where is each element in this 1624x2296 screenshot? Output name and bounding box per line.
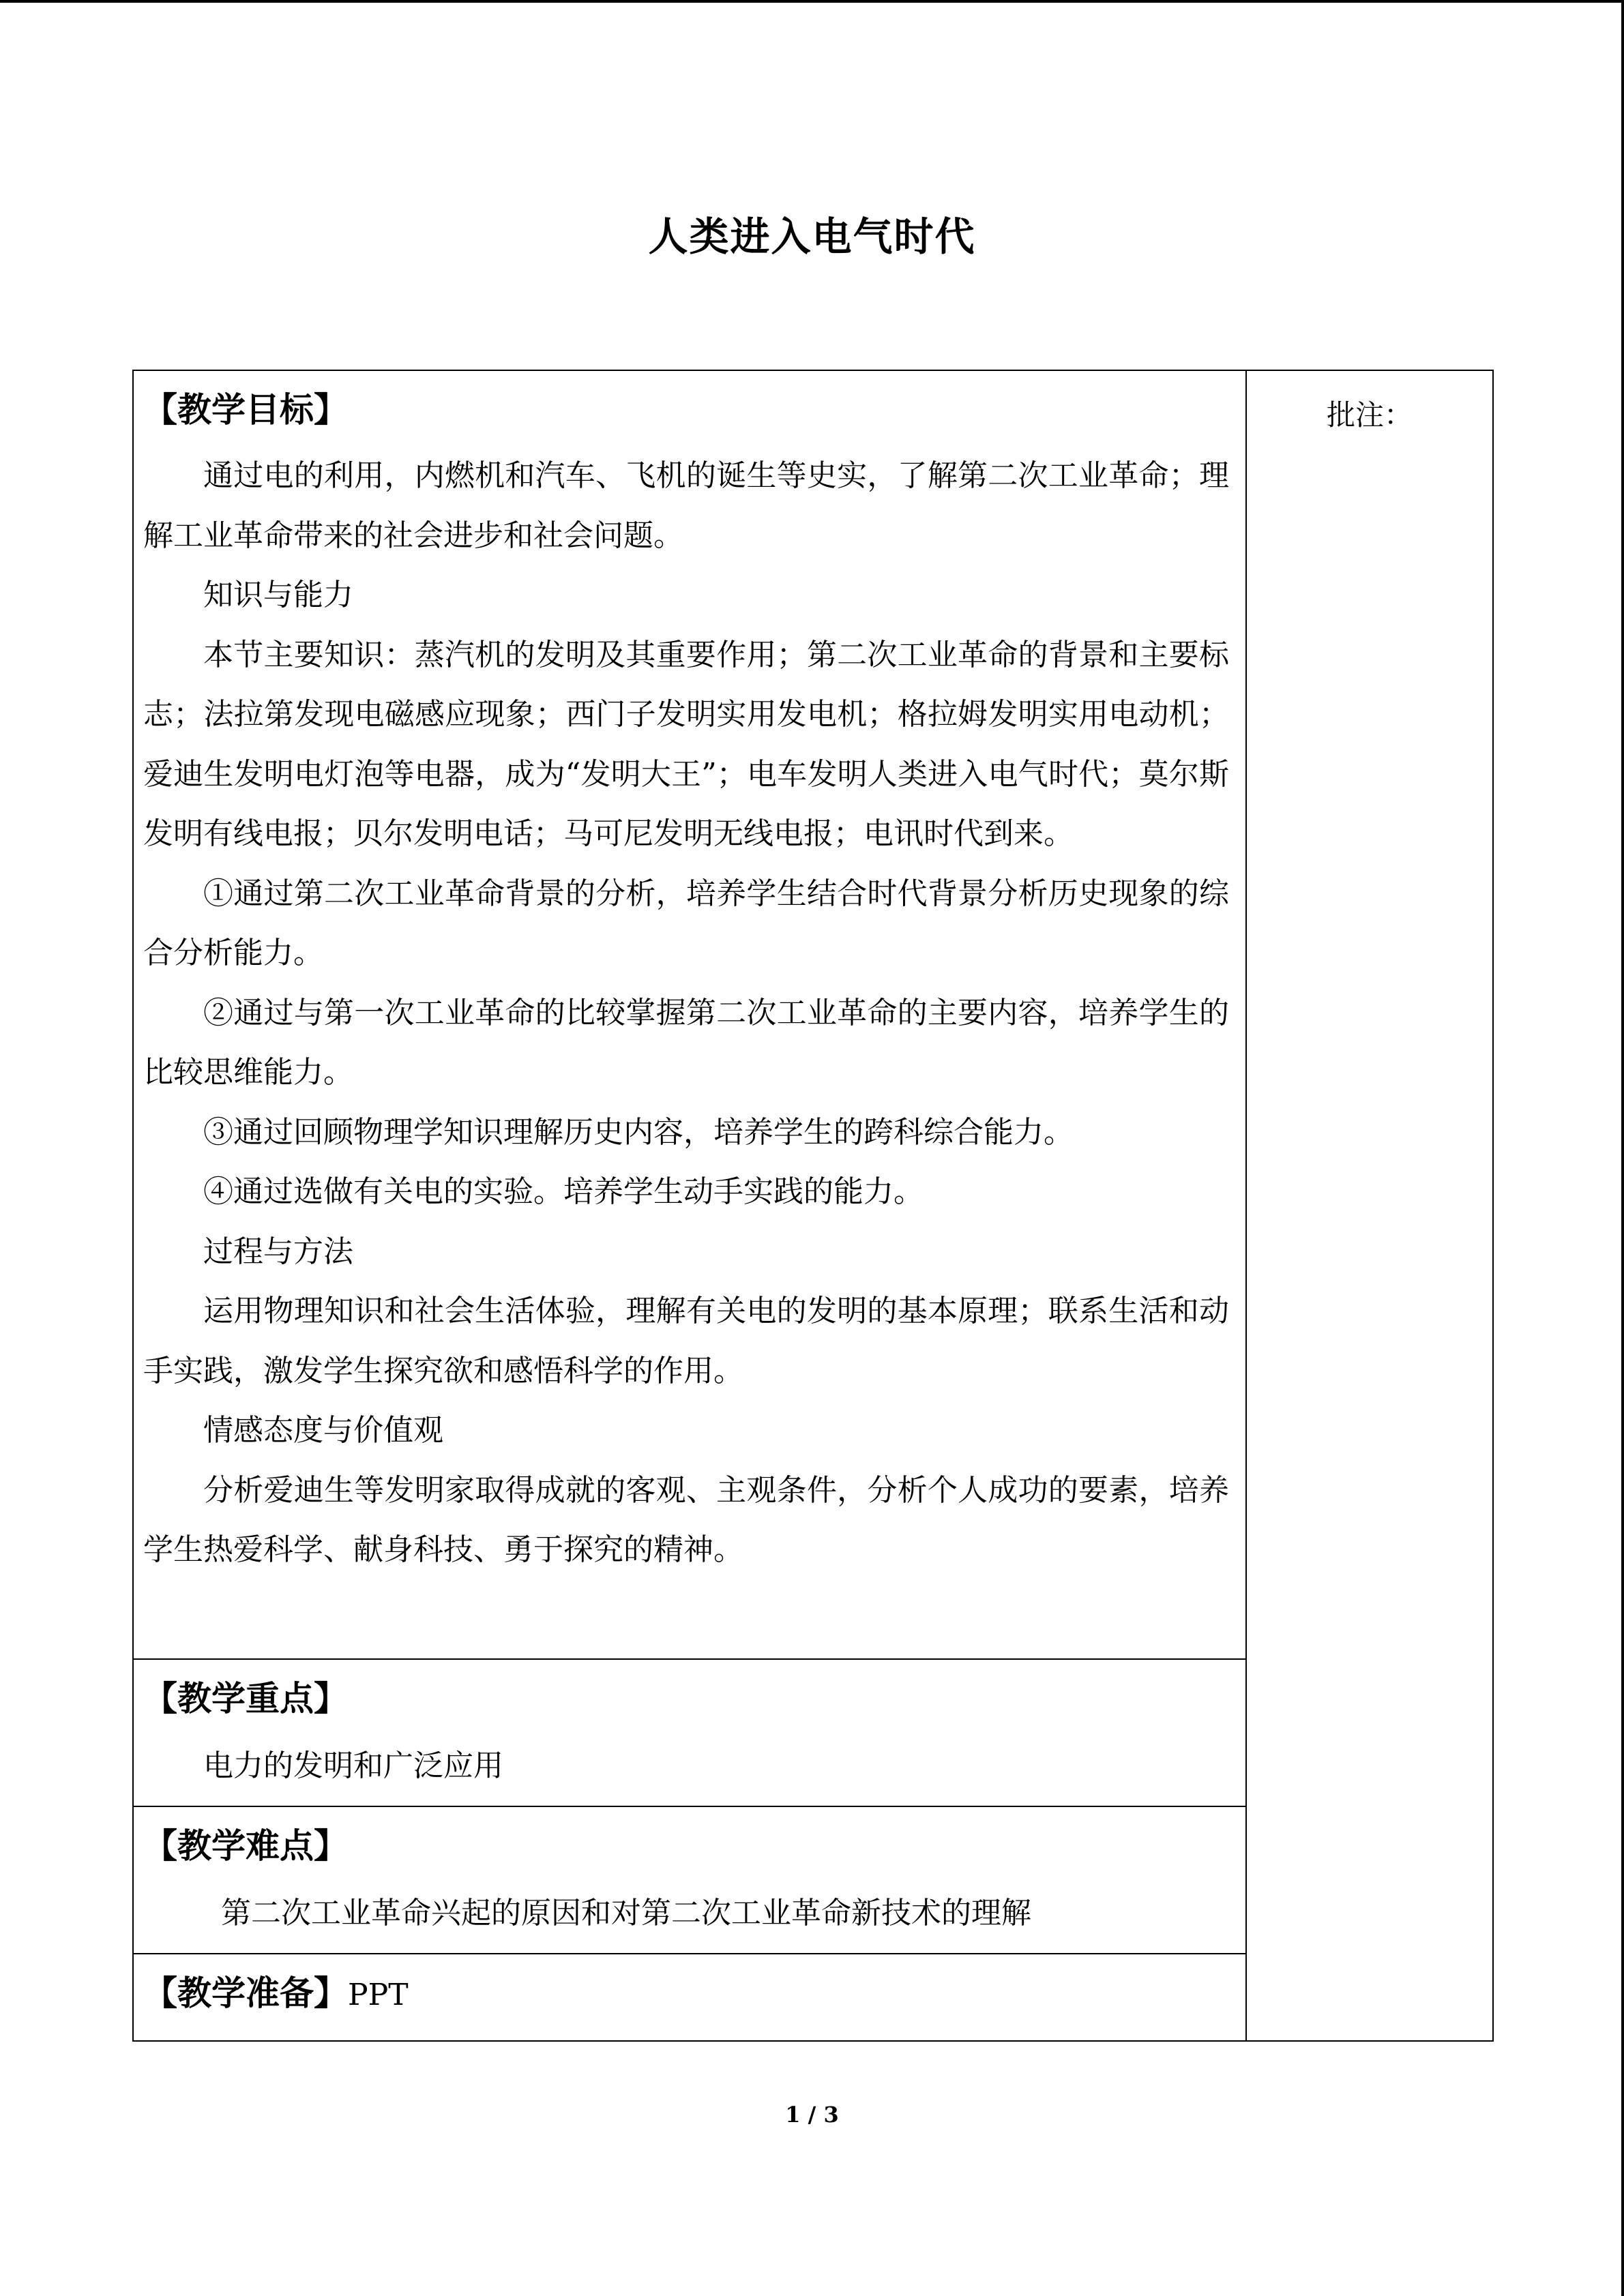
annotation-column bbox=[1246, 370, 1493, 2041]
teaching-goals-body bbox=[134, 434, 1245, 1580]
goals-subheading-knowledge: 知识与能力 bbox=[203, 578, 353, 612]
preparation-heading: 【教学准备】 bbox=[143, 1973, 348, 2013]
key-points-heading: 【教学重点】 bbox=[143, 1679, 348, 1718]
preparation-cell bbox=[133, 1954, 1246, 2041]
annotation-label: 批注： bbox=[1326, 398, 1413, 432]
lesson-plan-table bbox=[132, 370, 1494, 2042]
key-points-cell bbox=[133, 1659, 1246, 1806]
key-points-text: 电力的发明和广泛应用 bbox=[203, 1748, 503, 1783]
page-number: 1 / 3 bbox=[785, 2102, 839, 2128]
right-border-line bbox=[1621, 0, 1624, 2296]
goals-paragraph: ③通过回顾物理学知识理解历史内容，培养学生的跨科综合能力。 bbox=[203, 1114, 1074, 1150]
top-border-line bbox=[0, 0, 1624, 3]
teaching-goals-cell bbox=[133, 370, 1246, 1659]
goals-paragraph: 本节主要知识：蒸汽机的发明及其重要作用；第二次工业革命的背景和主要标志；法拉第发现电磁感应现象；西门子发明实用发电机；格拉姆发明实用电动机；爱迪生发明电灯泡等电器，成为“发明大王”；电车发明人类进入电气时代；莫尔斯发明有线电报；贝尔发明电话；马可尼发明无线电报；电讯时代到来。 bbox=[143, 637, 1229, 851]
goals-paragraph: 通过电的利用，内燃机和汽车、飞机的诞生等史实，了解第二次工业革命；理解工业革命带来的社会进步和社会问题。 bbox=[143, 458, 1229, 553]
goals-subheading-process: 过程与方法 bbox=[203, 1234, 353, 1269]
goals-paragraph: 分析爱迪生等发明家取得成就的客观、主观条件，分析个人成功的要素，培养学生热爱科学、献身科技、勇于探究的精神。 bbox=[143, 1472, 1229, 1567]
goals-paragraph: 运用物理知识和社会生活体验，理解有关电的发明的基本原理；联系生活和动手实践，激发学生探究欲和感悟科学的作用。 bbox=[143, 1294, 1229, 1388]
teaching-goals-heading: 【教学目标】 bbox=[143, 390, 348, 430]
page-title: 人类进入电气时代 bbox=[648, 213, 976, 260]
preparation-value: PPT bbox=[348, 1978, 409, 2012]
difficulties-heading: 【教学难点】 bbox=[143, 1826, 348, 1866]
goals-subheading-attitude: 情感态度与价值观 bbox=[203, 1413, 443, 1448]
goals-paragraph: ①通过第二次工业革命背景的分析，培养学生结合时代背景分析历史现象的综合分析能力。 bbox=[143, 876, 1229, 970]
goals-paragraph: ②通过与第一次工业革命的比较掌握第二次工业革命的主要内容，培养学生的比较思维能力。 bbox=[143, 995, 1229, 1090]
goals-paragraph: ④通过选做有关电的实验。培养学生动手实践的能力。 bbox=[203, 1174, 924, 1209]
difficulties-cell bbox=[133, 1806, 1246, 1954]
difficulties-text: 第二次工业革命兴起的原因和对第二次工业革命新技术的理解 bbox=[221, 1896, 1031, 1930]
preparation-row bbox=[134, 1954, 1245, 2025]
